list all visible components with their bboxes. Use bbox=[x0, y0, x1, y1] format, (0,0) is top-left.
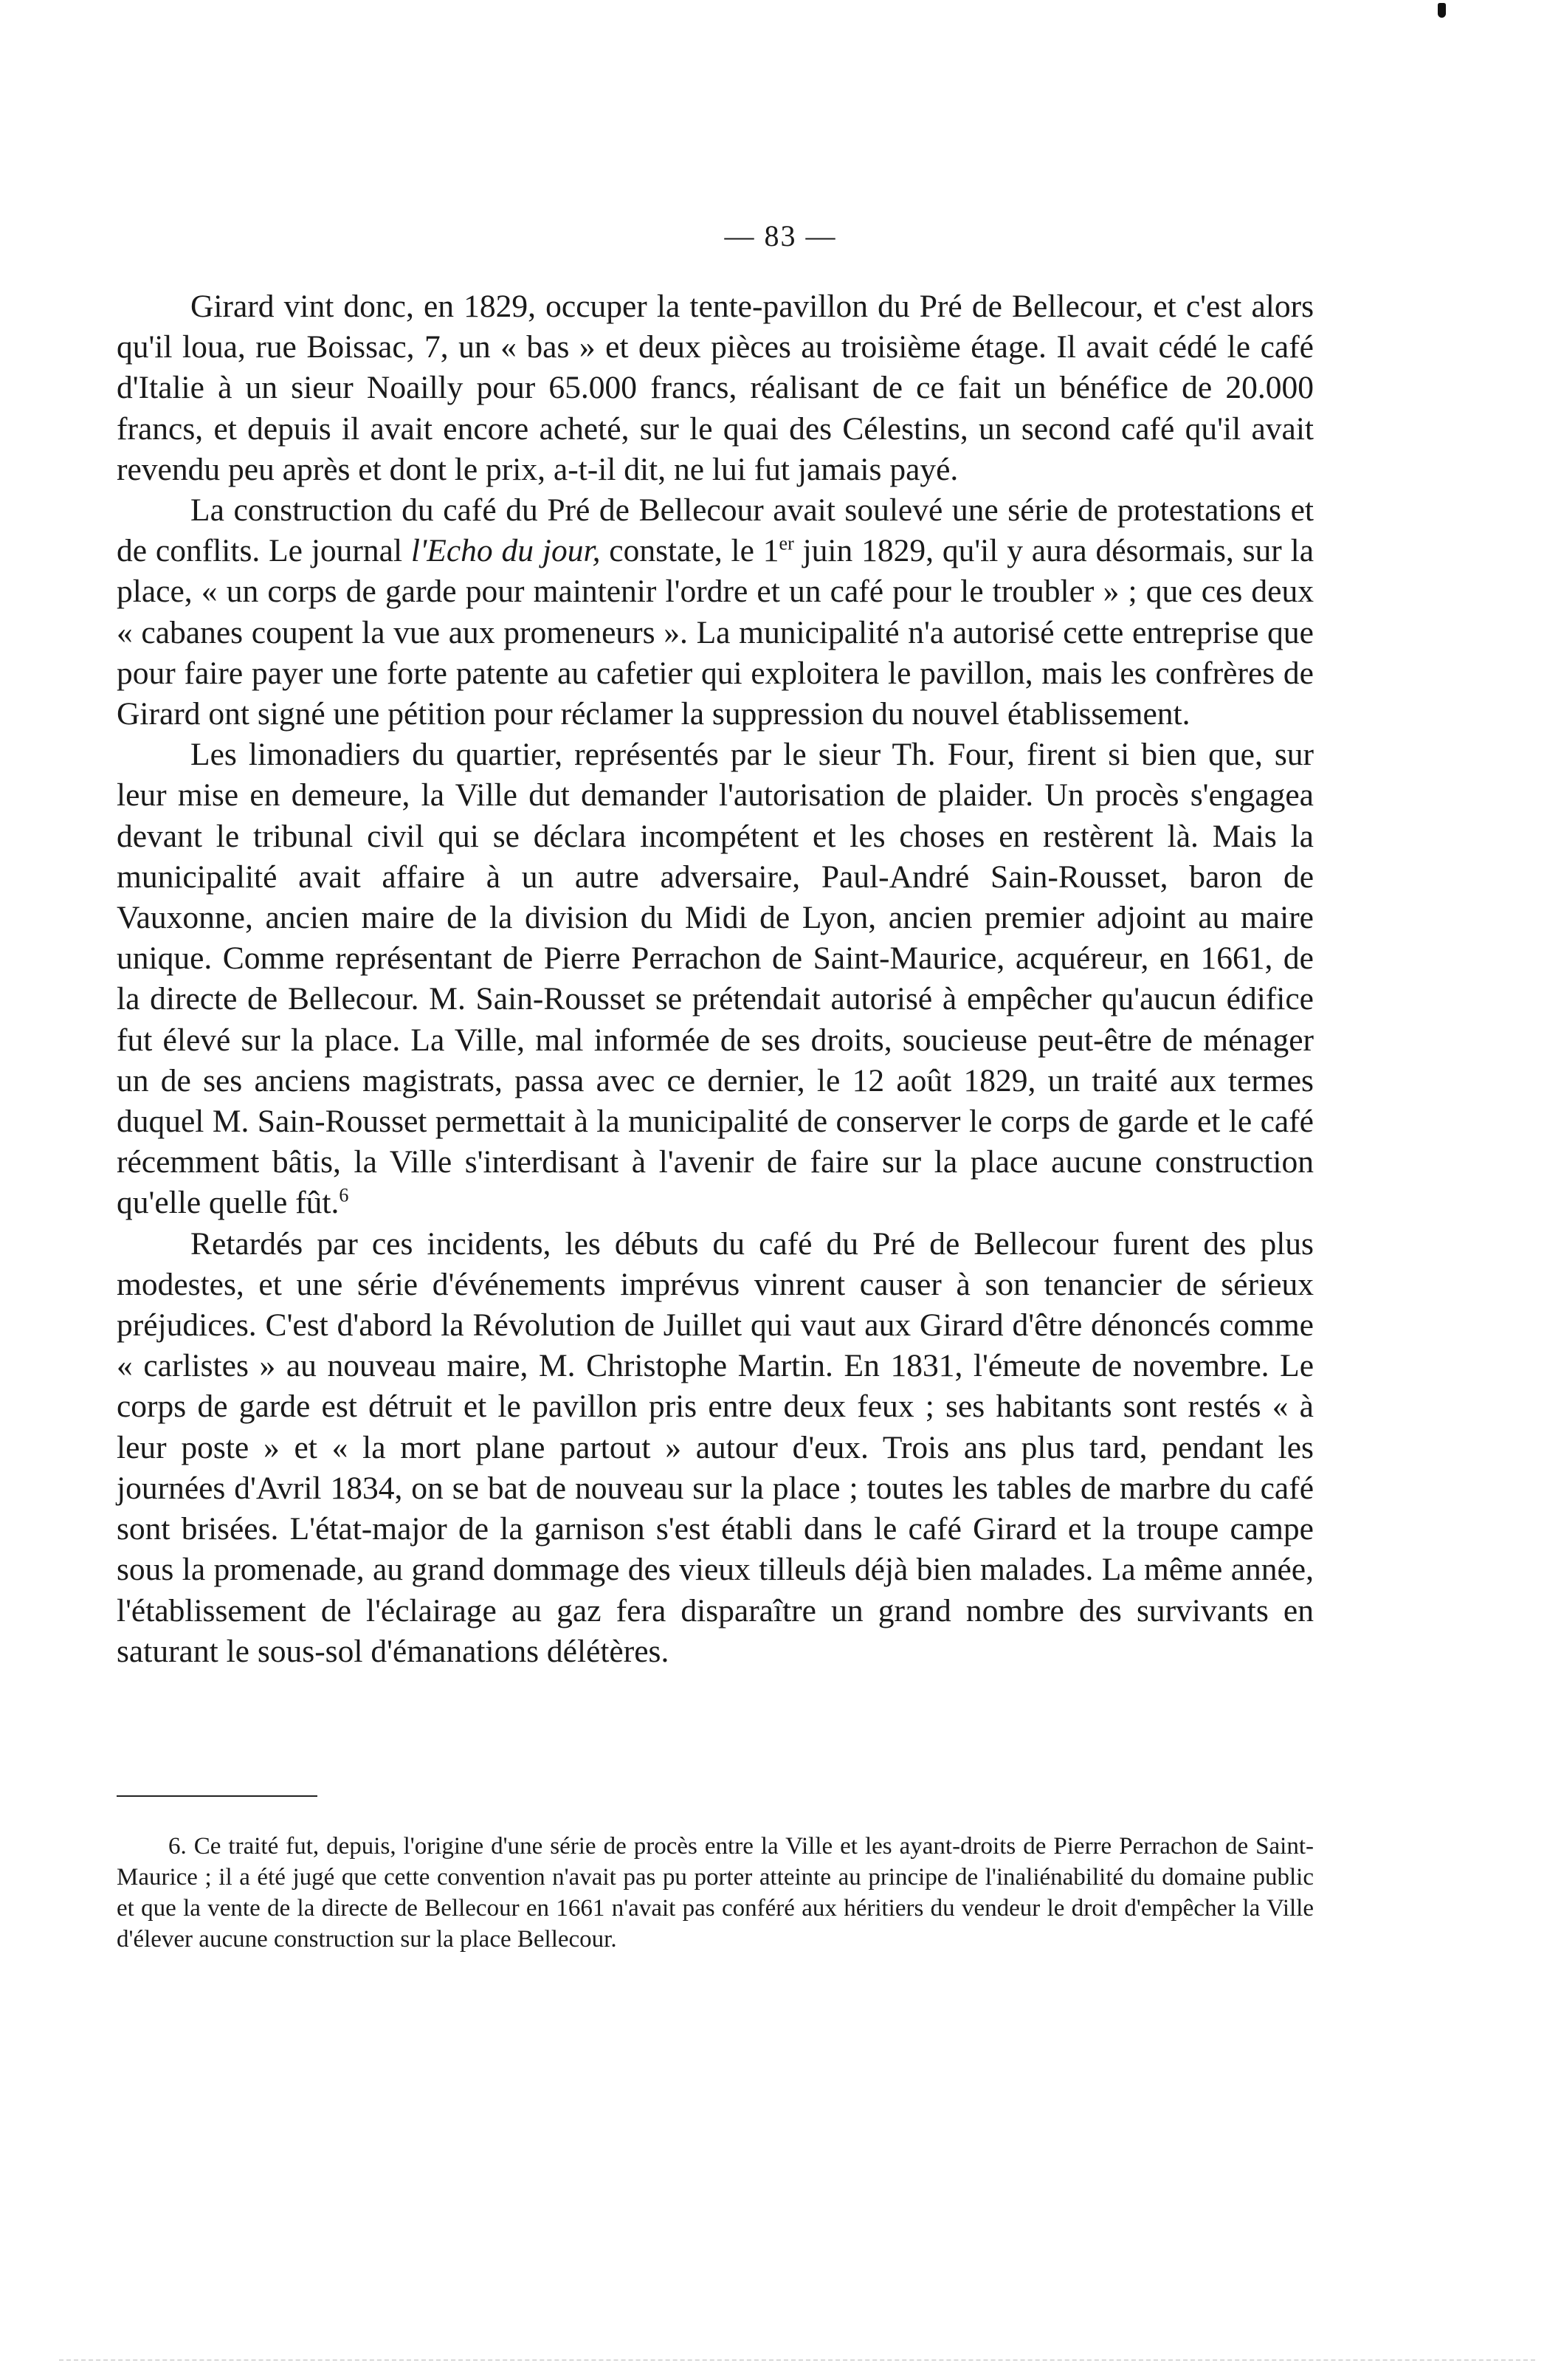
scan-mark bbox=[1438, 3, 1446, 18]
paragraph-2 bbox=[117, 490, 1314, 735]
paragraph-1: Girard vint donc, en 1829, occuper la tente-pavillon du Pré de Bellecour, et c'est alors qu'il loua, rue Boissac, 7, un « bas » et deux pièces au troisième étage. Il avait cédé le café d'Italie à un sieur Noailly pour 65.000 francs, réalisant de ce fait un bénéfice de 20.000 francs, et depuis il avait encore acheté, sur le quai des Célestins, un second café qu'il avait revendu peu après et dont le prix, a-t-il dit, ne lui fut jamais payé. bbox=[117, 289, 1314, 487]
body-text bbox=[117, 286, 1314, 1672]
paragraph-2-part2: constate, le 1 bbox=[600, 533, 779, 569]
page-number: — 83 — bbox=[724, 219, 837, 252]
footnote-reference: 6 bbox=[339, 1184, 349, 1206]
paragraph-3-text: Les limonadiers du quartier, représentés par le sieur Th. Four, firent si bien que, sur leur mise en demeure, la Ville dut demander l'autorisation de plaider. Un procès s'engagea devant le tribunal civil qui se déclara incompétent et les choses en restèrent là. Mais la municipalité avait affaire à un autre adversaire, Paul-André Sain-Rousset, baron de Vauxonne, ancien maire de la division du Midi de Lyon, ancien premier adjoint au maire unique. Comme représentant de Pierre Perrachon de Saint-Maurice, acquéreur, en 1661, de la directe de Bellecour. M. Sain-Rousset se prétendait autorisé à empêcher qu'aucun édifice fut élevé sur la place. La Ville, mal informée de ses droits, soucieuse peut-être de ménager un de ses anciens magistrats, passa avec ce dernier, le 12 août 1829, un traité aux termes duquel M. Sain-Rousset permettait à la municipalité de conserver le corps de garde et le café récemment bâtis, la Ville s'interdisant à l'avenir de faire sur la place aucune construction qu'elle quelle fût. bbox=[117, 737, 1314, 1221]
paragraph-2-part3: juin 1829, qu'il y aura désormais, sur la place, « un corps de garde pour maintenir l'ordre et un café pour le troubler » ; que ces deux « cabanes coupent la vue aux promeneurs ». La municipalité n'a autorisé cette entreprise que pour faire payer une forte patente au cafetier qui exploitera le pavillon, mais les confrères de Girard ont signé une pétition pour réclamer la suppression du nouvel établissement. bbox=[117, 533, 1314, 732]
ordinal-superscript: er bbox=[779, 532, 794, 554]
footnote: 6. Ce traité fut, depuis, l'origine d'une série de procès entre la Ville et les ayant-droits de Pierre Perrachon de Saint-Maurice ; il a été jugé que cette convention n'avait pas pu porter atteinte au principe de l'inaliénabilité du domaine public et que la vente de la directe de Bellecour en 1661 n'avait pas conféré aux héritiers du vendeur le droit d'empêcher la Ville d'élever aucune construction sur la place Bellecour. bbox=[117, 1833, 1314, 1953]
paragraph-2-part1: La construction du café du Pré de Bellecour avait soulevé une série de protestations et de conflits. Le journal bbox=[117, 492, 1314, 569]
footnote-separator bbox=[117, 1795, 317, 1797]
journal-title: l'Echo du jour, bbox=[410, 533, 601, 569]
paragraph-4: Retardés par ces incidents, les débuts du café du Pré de Bellecour furent des plus modestes, et une série d'événements imprévus vinrent causer à son tenancier de sérieux préjudices. C'est d'abord la Révolution de Juillet qui vaut aux Girard d'être dénoncés comme « carlistes » au nouveau maire, M. Christophe Martin. En 1831, l'émeute de novembre. Le corps de garde est détruit et le pavillon pris entre deux feux ; ses habitants sont restés « à leur poste » et « la mort plane partout » autour d'eux. Trois ans plus tard, pendant les journées d'Avril 1834, on se bat de nouveau sur la place ; toutes les tables de marbre du café sont brisées. L'état-major de la garnison s'est établi dans le café Girard et la troupe campe sous la promenade, au grand dommage des vieux tilleuls déjà bien malades. La même année, l'établissement de l'éclairage au gaz fera disparaître un grand nombre des survivants en saturant le sous-sol d'émanations délétères. bbox=[117, 1225, 1314, 1669]
scan-edge-line bbox=[59, 2359, 1535, 2361]
paragraph-3 bbox=[117, 735, 1314, 1223]
